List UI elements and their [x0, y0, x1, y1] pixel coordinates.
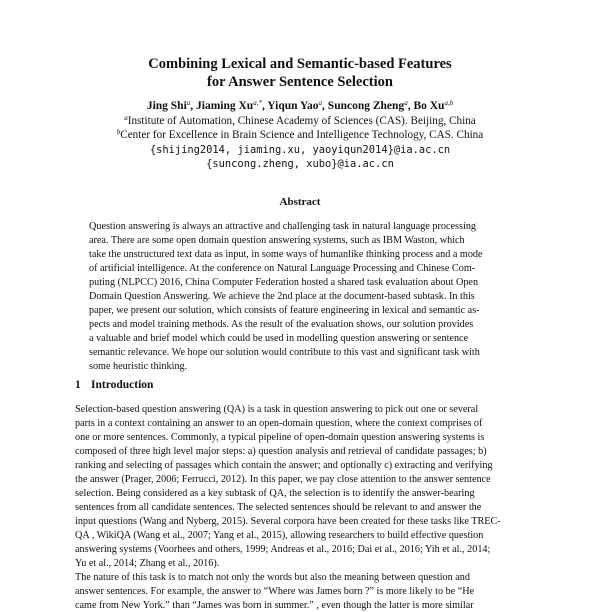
abstract-line: of artificial intelligence. At the conference on Natural Language Processing and Chinese Com- [89, 263, 476, 274]
affiliation-text: Center for Excellence in Brain Science and Intelligence Technology, CAS. China [120, 129, 484, 141]
body-line: came from New York.” than “James was born in summer.” , even though the latter is more similar [75, 600, 474, 611]
body-line: parts in a context containing an answer to an open-domain question, where the context comprises of [75, 418, 483, 429]
affiliation-b [0, 129, 600, 141]
author-separator: , [190, 100, 197, 112]
author-separator: , [407, 100, 414, 112]
author-separator: , [261, 100, 268, 112]
abstract-line: Question answering is always an attractive and challenging task in natural language processing [89, 221, 477, 232]
abstract-heading: Abstract [279, 196, 321, 208]
abstract-line: Domain Question Answering. We achieve the 2nd place at the document-based subtask. In this [89, 291, 475, 302]
affiliation-sup: a [124, 114, 128, 122]
affiliation-text: Institute of Automation, Chinese Academy of Sciences (CAS). Beijing, China [127, 115, 476, 127]
affiliation-a [0, 115, 600, 127]
section-heading [75, 379, 153, 391]
body-line: answer sentences. For example, the answer to “Where was James born ?” is more likely to be “He [75, 586, 475, 597]
body-line: ranking and selecting of passages which contain the answer; and optionally c) extracting and verifying [75, 460, 493, 471]
abstract-line: puting (NLPCC) 2016, China Computer Federation hosted a shared task evaluation about Open [89, 277, 479, 288]
author-name: Jing Shi [146, 100, 187, 112]
section-title: Introduction [91, 379, 154, 391]
abstract-line: semantic relevance. We hope our solution would contribute to this vast and significant task with [89, 347, 480, 358]
author-name: Suncong Zheng [327, 100, 405, 112]
abstract-line: area. There are some open domain question answering systems, such as IBM Waston, which [89, 235, 465, 246]
author-sup: a,b [444, 99, 454, 107]
section-number: 1 [75, 379, 81, 391]
body-line: answering systems (Voorhees and others, 1999; Andreas et al., 2016; Dai et al., 2016; Yih et al., 2014; [75, 544, 491, 555]
body-line: the answer (Prager, 2006; Ferrucci, 2012). In this paper, we pay close attention to the answer sentence [75, 474, 491, 485]
email-line-2: {suncong.zheng, xubo}@ia.ac.cn [206, 158, 394, 170]
email-line-1: {shijing2014, jiaming.xu, yaoyiqun2014}@ia.ac.cn [149, 144, 451, 156]
author-name: Bo Xu [413, 100, 445, 112]
abstract-line: paper, we present our solution, which consists of feature engineering in lexical and semantic as- [89, 305, 480, 316]
author-sup: a [404, 99, 408, 107]
author-sup: a [186, 99, 191, 107]
paper-title-line-2: for Answer Sentence Selection [207, 74, 393, 90]
body-line: Selection-based question answering (QA) is a task in question answering to pick out one or several [75, 404, 479, 415]
abstract-line: some heuristic thinking. [89, 361, 188, 372]
body-line: composed of three high level major steps: a) question analysis and retrieval of candidate passages; b) [75, 446, 487, 457]
abstract-line: pects and model training methods. As the result of the evaluation shows, our solution provides [89, 319, 474, 330]
author-sup: a,* [253, 99, 262, 107]
author-separator: , [322, 100, 328, 112]
body-line: Yu et al., 2014; Zhang et al., 2016). [75, 558, 220, 569]
author-name: Yiqun Yao [267, 100, 319, 112]
body-line: sentences from all candidate sentences. The selected sentences should be relevant to and answer the [75, 502, 482, 513]
body-line: selection. Being considered as a key subtask of QA, the selection is to identify the answer-bearing [75, 488, 475, 499]
body-line: The nature of this task is to match not only the words but also the meaning between question and [75, 572, 470, 583]
abstract-line: take the unstructured text data as input, in some ways of humanlike thinking process and a mode [89, 249, 483, 260]
paper-title-line-1: Combining Lexical and Semantic-based Features [148, 56, 452, 72]
abstract-line: a valuable and brief model which could be used in modelling question answering or sentence [89, 333, 469, 344]
author-list [0, 100, 600, 112]
body-line: input questions (Wang and Nyberg, 2015). Several corpora have been created for these tasks like TREC- [75, 516, 501, 527]
author-name: Jiaming Xu [196, 100, 254, 112]
affiliation-sup: b [116, 128, 121, 136]
body-line: QA , WikiQA (Wang et al., 2007; Yang et al., 2015), allowing researchers to build effective question [75, 530, 484, 541]
body-line: one or more sentences. Commonly, a typical pipeline of open-domain question answering systems is [75, 432, 485, 443]
author-sup: a [318, 99, 323, 107]
